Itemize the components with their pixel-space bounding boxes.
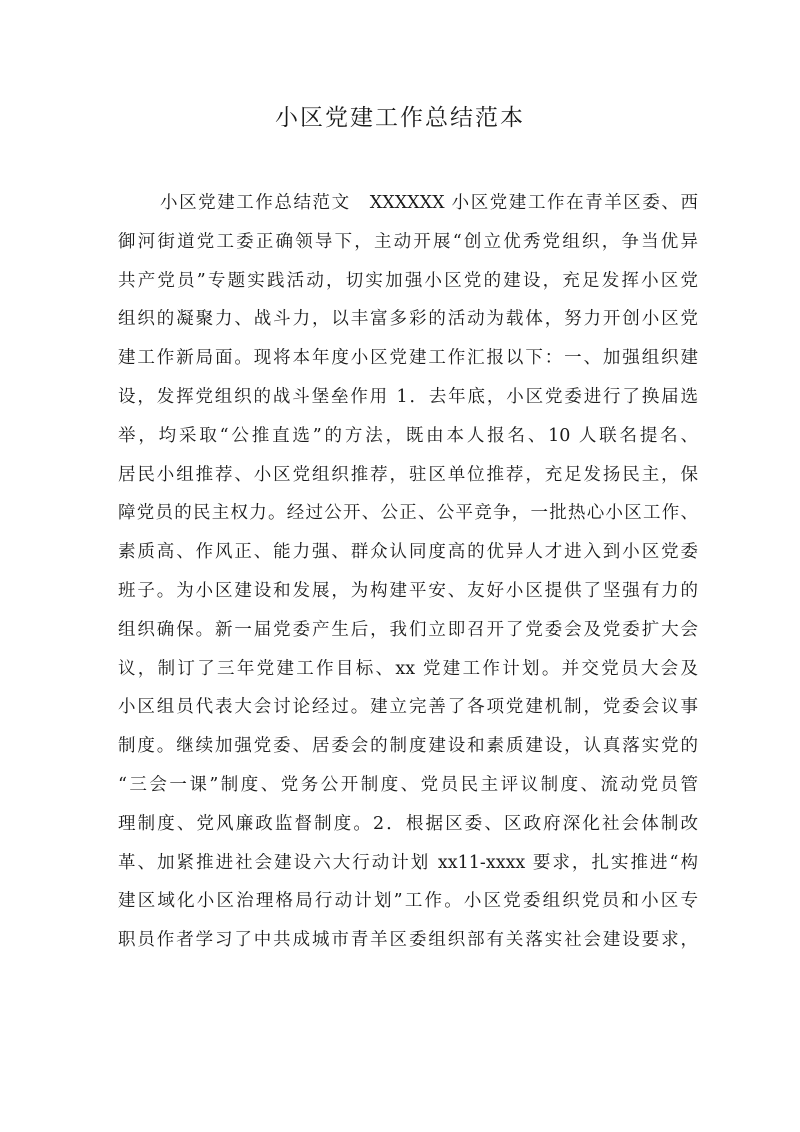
body-line: 居民小组推荐、小区党组织推荐，驻区单位推荐，充足发扬民主，保 — [118, 464, 698, 485]
body-line: 班子。为小区建设和发展，为构建平安、友好小区提供了坚强有力的 — [118, 580, 698, 601]
body-line: 组织的凝聚力、战斗力，以丰富多彩的活动为载体，努力开创小区党 — [118, 309, 698, 330]
document-body — [118, 184, 698, 960]
body-line: 革、加紧推进社会建设六大行动计划 xx11-xxxx 要求，扎实推进“构 — [118, 852, 698, 873]
body-line: “三会一课”制度、党务公开制度、党员民主评议制度、流动党员管 — [118, 774, 698, 795]
body-line: 建工作新局面。现将本年度小区党建工作汇报以下：一、加强组织建 — [118, 348, 698, 369]
body-line: 职员作者学习了中共成城市青羊区委组织部有关落实社会建设要求， — [118, 930, 698, 951]
body-line: 组织确保。新一届党委产生后，我们立即召开了党委会及党委扩大会 — [118, 619, 698, 640]
body-line: 设，发挥党组织的战斗堡垒作用 1．去年底，小区党委进行了换届选 — [118, 386, 698, 407]
body-line: 小区组员代表大会讨论经过。建立完善了各项党建机制，党委会议事 — [118, 697, 698, 718]
body-line: 小区党建工作总结范文 XXXXXX 小区党建工作在青羊区委、西 — [160, 193, 698, 213]
body-line: 制度。继续加强党委、居委会的制度建设和素质建设，认真落实党的 — [118, 736, 698, 757]
body-line: 理制度、党风廉政监督制度。2．根据区委、区政府深化社会体制改 — [118, 813, 698, 834]
body-line: 御河街道党工委正确领导下，主动开展“创立优秀党组织，争当优异 — [118, 231, 698, 252]
body-line: 共产党员”专题实践活动，切实加强小区党的建设，充足发挥小区党 — [118, 270, 698, 291]
body-line: 障党员的民主权力。经过公开、公正、公平竞争，一批热心小区工作、 — [118, 503, 698, 524]
body-line: 议，制订了三年党建工作目标、xx 党建工作计划。并交党员大会及 — [118, 658, 698, 679]
body-line: 素质高、作风正、能力强、群众认同度高的优异人才进入到小区党委 — [118, 542, 698, 563]
body-line: 举，均采取“公推直选”的方法，既由本人报名、10 人联名提名、 — [118, 425, 698, 446]
document-title: 小区党建工作总结范本 — [275, 105, 525, 131]
body-line: 建区域化小区治理格局行动计划”工作。小区党委组织党员和小区专 — [118, 891, 698, 912]
